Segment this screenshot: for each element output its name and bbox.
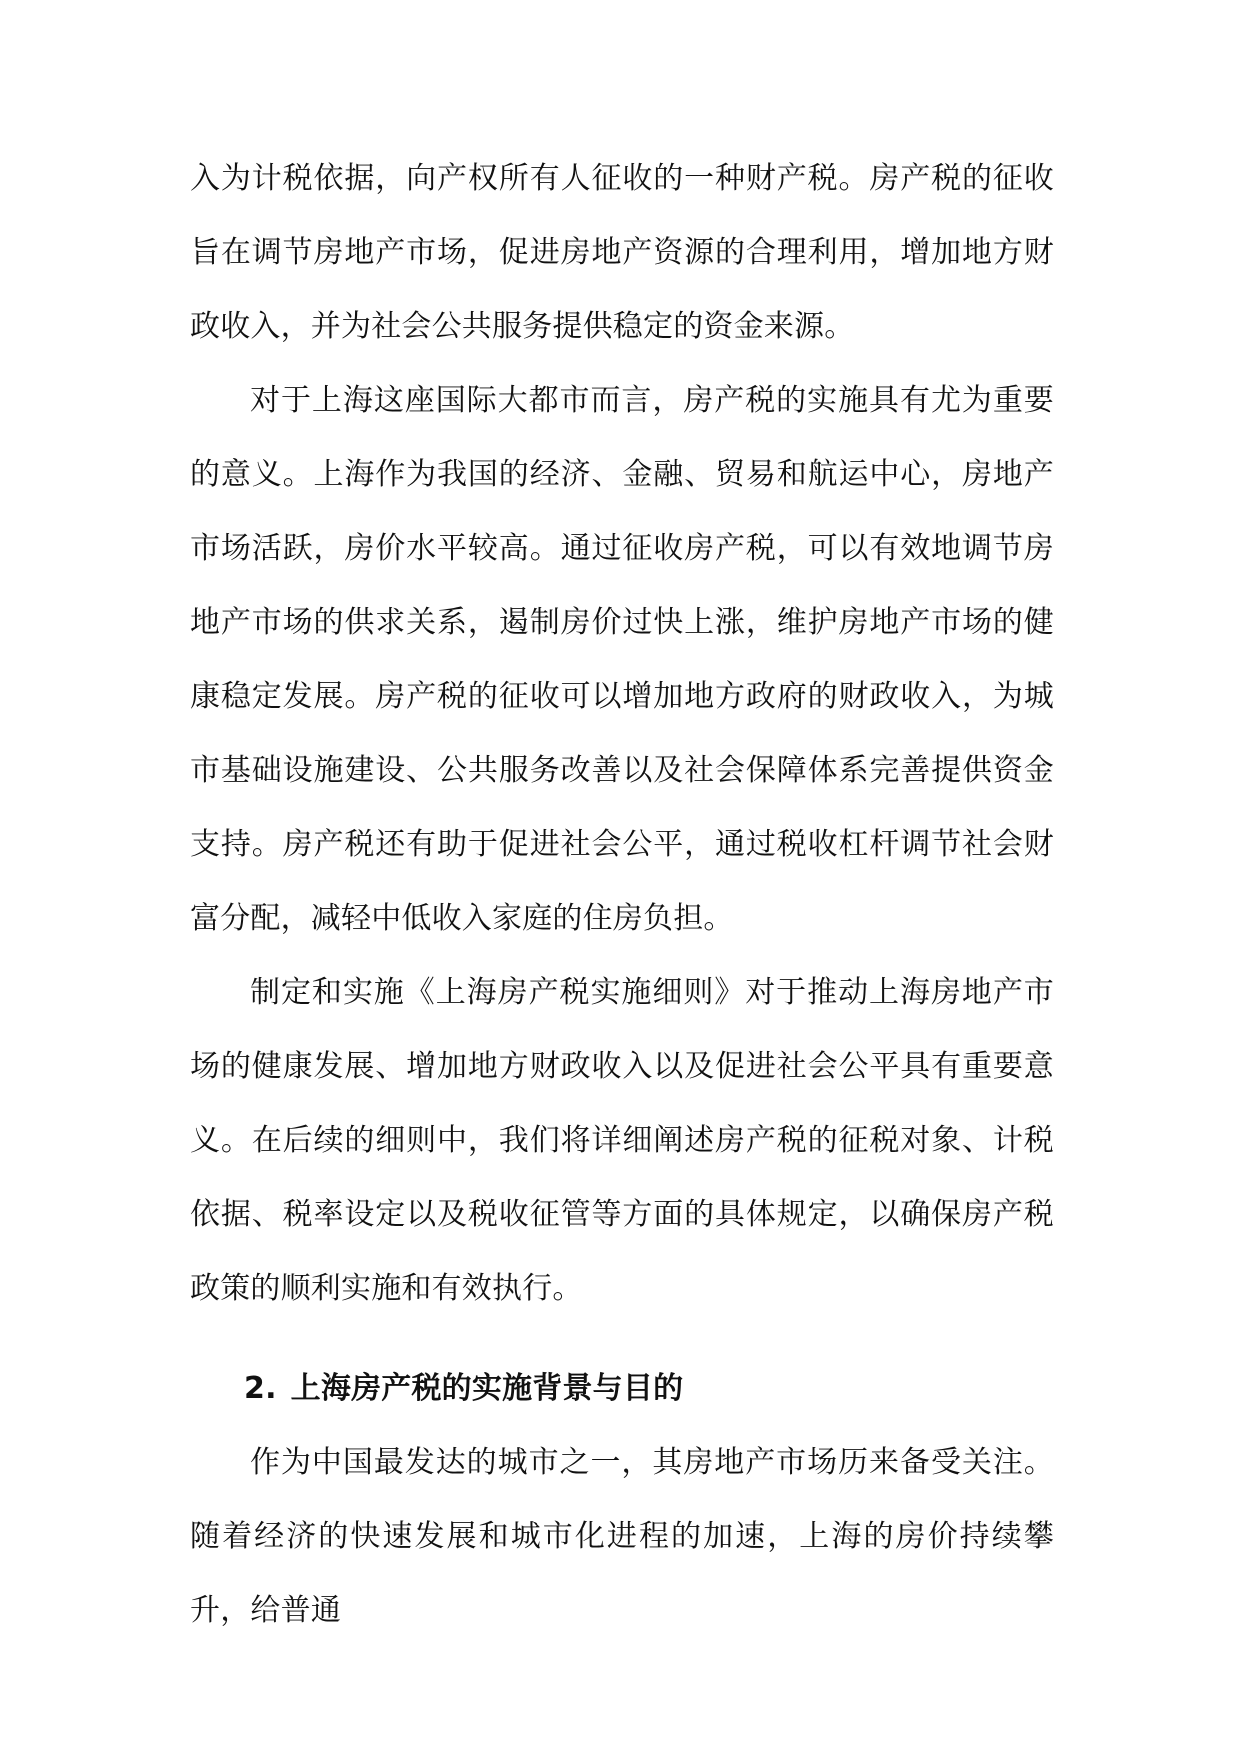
section-number: 2. xyxy=(244,1371,277,1406)
paragraph-continuation: 入为计税依据，向产权所有人征收的一种财产税。房产税的征收旨在调节房地产市场，促进房地产资源的合理利用，增加地方财政收入，并为社会公共服务提供稳定的资金来源。 xyxy=(190,161,1054,344)
paragraph-shanghai-significance: 对于上海这座国际大都市而言，房产税的实施具有尤为重要的意义。上海作为我国的经济、金融、贸易和航运中心，房地产市场活跃，房价水平较高。通过征收房产税，可以有效地调节房地产市场的供求关系，遏制房价过快上涨，维护房地产市场的健康稳定发展。房产税的征收可以增加地方政府的财政收入，为城市基础设施建设、公共服务改善以及社会保障体系完善提供资金支持。房产税还有助于促进社会公平，通过税收杠杆调节社会财富分配，减轻中低收入家庭的住房负担。 xyxy=(190,383,1054,936)
paragraph-implementation-rules: 制定和实施《上海房产税实施细则》对于推动上海房地产市场的健康发展、增加地方财政收入以及促进社会公平具有重要意义。在后续的细则中，我们将详细阐述房产税的征税对象、计税依据、税率设定以及税收征管等方面的具体规定，以确保房产税政策的顺利实施和有效执行。 xyxy=(190,975,1054,1306)
section-title: 上海房产税的实施背景与目的 xyxy=(290,1371,684,1406)
document-body xyxy=(190,142,1054,1648)
section-heading xyxy=(190,1352,1054,1426)
paragraph-background: 作为中国最发达的城市之一，其房地产市场历来备受关注。随着经济的快速发展和城市化进程的加速，上海的房价持续攀升，给普通 xyxy=(190,1445,1054,1628)
